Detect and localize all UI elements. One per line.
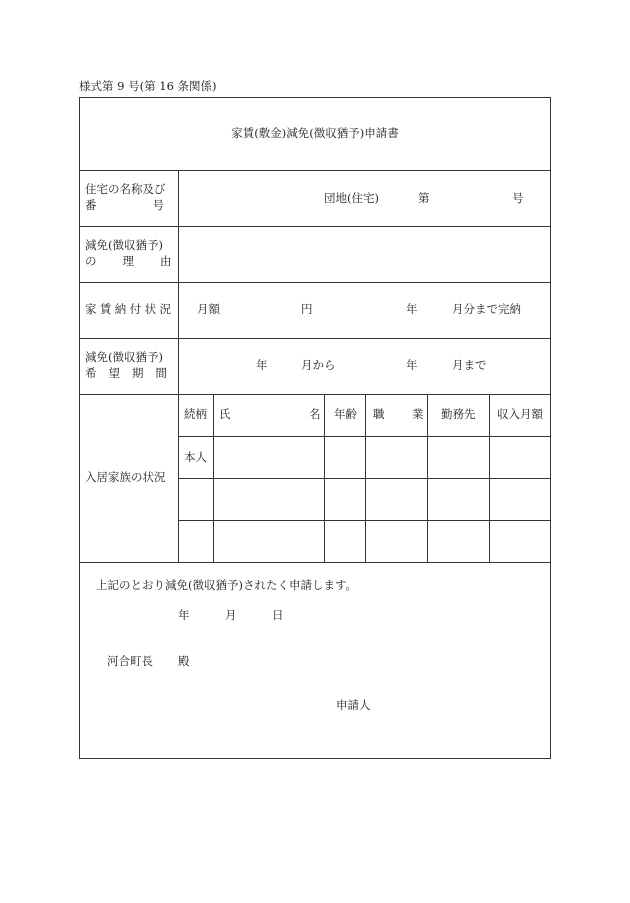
number-prefix: 第 — [418, 191, 430, 205]
row-divider — [80, 338, 550, 339]
header-name-second: 名 — [309, 407, 321, 421]
applicant-label: 申請人 — [336, 698, 371, 712]
reason-label-line2: の理由 — [85, 254, 198, 268]
address-label-line2 — [85, 198, 220, 212]
column-divider — [324, 394, 325, 562]
form-title: 家賃(敷金)減免(徴収猶予)申請書 — [231, 126, 399, 140]
row-divider — [80, 282, 550, 283]
address-label-line1: 住宅の名称及び — [85, 182, 166, 196]
header-workplace: 勤務先 — [441, 407, 476, 421]
column-divider — [489, 394, 490, 562]
to-year-unit: 年 — [406, 358, 418, 372]
date-day: 日 — [272, 608, 284, 622]
row-divider — [80, 394, 550, 395]
header-job-second: 業 — [412, 407, 424, 421]
period-label-line1: 減免(徴収猶予) — [85, 350, 163, 364]
number-suffix: 号 — [512, 191, 524, 205]
form-number: 様式第 9 号(第 16 条関係) — [79, 79, 217, 93]
declaration-statement: 上記のとおり減免(徴収猶予)されたく申請します。 — [96, 578, 358, 592]
header-income: 収入月額 — [497, 407, 543, 421]
row-divider — [80, 226, 550, 227]
paid-through: 月分まで完納 — [452, 302, 521, 316]
year-unit: 年 — [406, 302, 418, 316]
estate-label: 団地(住宅) — [324, 191, 379, 205]
header-job-first: 職 — [373, 407, 385, 421]
application-form — [79, 97, 551, 759]
recipient: 河合町長 — [107, 654, 153, 668]
address-label-line2-text: 番号 — [85, 198, 220, 212]
to-month: 月まで — [452, 358, 487, 372]
row-divider — [178, 436, 550, 437]
recipient-honorific: 殿 — [178, 654, 190, 668]
yen-unit: 円 — [301, 302, 313, 316]
date-year: 年 — [178, 608, 190, 622]
column-divider — [213, 394, 214, 562]
row-relation-self: 本人 — [184, 450, 207, 464]
payment-label: 家賃納付状況 — [85, 302, 175, 316]
date-month: 月 — [225, 608, 237, 622]
column-divider — [427, 394, 428, 562]
row-divider — [178, 478, 550, 479]
header-relation: 続柄 — [184, 407, 207, 421]
family-label: 入居家族の状況 — [85, 470, 166, 484]
period-label-line2: 希望期間 — [85, 366, 179, 380]
from-year-unit: 年 — [256, 358, 268, 372]
row-divider — [80, 562, 550, 563]
header-name-first: 氏 — [219, 407, 231, 421]
header-age: 年齢 — [334, 407, 357, 421]
column-divider — [365, 394, 366, 562]
monthly-label: 月額 — [197, 302, 220, 316]
reason-label-line1: 減免(徴収猶予) — [85, 238, 163, 252]
row-divider — [80, 170, 550, 171]
from-month: 月から — [301, 358, 336, 372]
address-label — [85, 184, 173, 196]
row-divider — [178, 520, 550, 521]
